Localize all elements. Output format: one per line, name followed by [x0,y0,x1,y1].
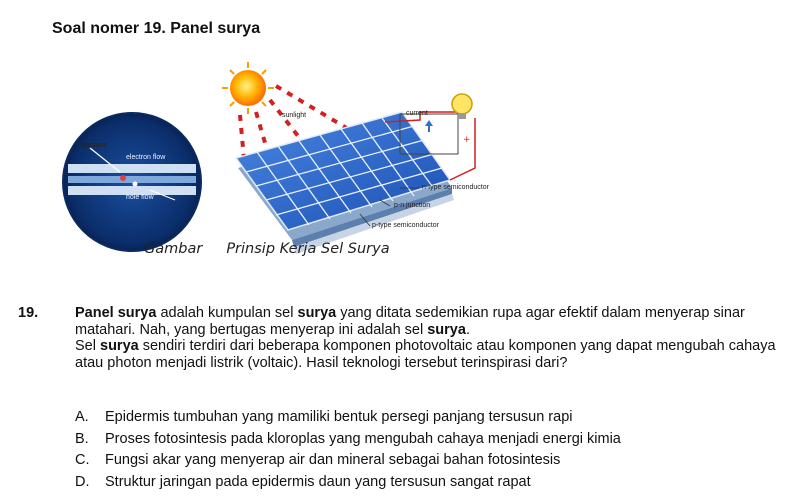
q-text-bold: surya [427,321,466,338]
label-photons: photons [82,142,107,149]
caption-title: Prinsip Kerja Sel Surya [226,241,390,257]
option-text: Proses fotosintesis pada kloroplas yang mengubah cahaya menjadi energi kimia [105,430,621,447]
question-text [75,305,795,371]
q-text-bold: Panel [75,305,118,321]
answer-options [75,407,795,493]
q-text: . [465,321,470,338]
option-text: Struktur jaringan pada epidermis daun yang tersusun sangat rapat [105,473,531,490]
q-text: adalah kumpulan sel [156,305,298,321]
option-text: Epidermis tumbuhan yang mamiliki bentuk persegi panjang tersusun rapi [105,409,573,425]
figure-caption [144,241,390,257]
q-text-bold: surya [100,338,139,354]
magnified-cell-view [63,113,201,251]
question-paragraph-1 [75,305,795,338]
question-number: 19. [18,305,39,321]
svg-text:+: + [463,135,471,145]
q-text: Sel [75,338,100,354]
light-bulb-icon [452,94,472,119]
option-letter: A. [75,409,89,425]
sun-icon [222,62,274,114]
option-b[interactable] [75,429,795,451]
page-title: Soal nomer 19. Panel surya [52,20,261,37]
option-text: Fungsi akar yang menyerap air dan mineral sebagai bahan fotosintesis [105,452,561,468]
label-n-type: n-type semiconductor [422,184,489,191]
question-paragraph-2 [75,338,795,371]
option-letter: D. [75,473,90,490]
label-hole-flow: hole flow [126,194,154,201]
option-a[interactable] [75,407,795,429]
label-current: current [406,110,428,117]
q-text: sendiri terdiri dari beberapa komponen photovoltaic atau komponen yang dapat mengubah cahaya atau photon menjadi listrik (voltaic). Hasil teknologi tersebut terinspirasi dari? [75,338,776,371]
label-electron-flow: electron flow [126,154,166,161]
solar-panel [236,112,454,254]
q-text-bold: surya [117,305,157,321]
q-text: yang ditata sedemikian rupa agar efektif dalam menyerap sinar matahari. Nah, yang bertugas menyerap ini adalah sel [75,305,745,338]
option-letter: B. [75,430,89,447]
option-letter: C. [75,452,90,468]
label-sunlight: sunlight [282,112,307,119]
q-text-bold: surya [297,305,337,321]
label-pn-junction: p-n junction [394,202,431,209]
caption-word-gambar: Gambar [144,241,203,257]
option-d[interactable] [75,472,795,494]
option-c[interactable] [75,450,795,472]
label-p-type: p-type semiconductor [372,222,439,229]
